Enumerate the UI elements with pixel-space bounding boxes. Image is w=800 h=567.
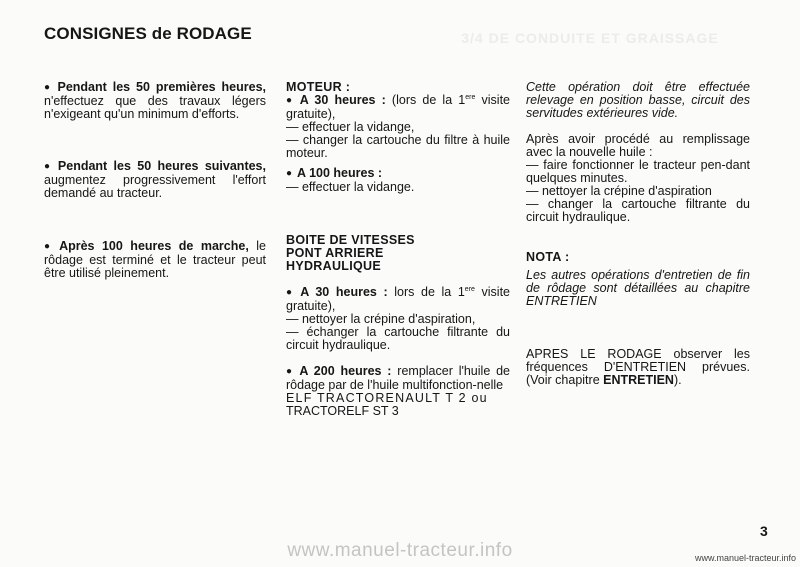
- boite-heading-line-3: HYDRAULIQUE: [286, 259, 381, 273]
- bullet-next-50-hours: ● Pendant les 50 heures suivantes,: [44, 159, 266, 173]
- boite-heading-line-2: PONT ARRIERE: [286, 246, 384, 260]
- right-column: [526, 81, 750, 387]
- boite-30h-text-end: visite gratuite),: [286, 285, 511, 313]
- next-50-hours-text: augmentez progressivement l'effort demandé au tracteur.: [44, 173, 266, 200]
- after-rodage-entretien: ENTRETIEN: [603, 373, 674, 387]
- refill-intro: Après avoir procédé au remplissage avec la nouvelle huile :: [526, 132, 750, 159]
- boite-200h-label: ● A 200 heures :: [286, 364, 391, 378]
- moteur-30h-step-1: — effectuer la vidange,: [286, 120, 415, 134]
- boite-30h-text: lors de la 1: [387, 285, 465, 299]
- after-rodage-paragraph: [526, 348, 750, 387]
- bullet-after-100-hours: ● Après 100 heures de marche,: [44, 239, 249, 253]
- nota-heading: NOTA :: [526, 250, 570, 264]
- boite-30h-superscript: ere: [464, 285, 475, 293]
- moteur-heading: MOTEUR :: [286, 80, 351, 94]
- nota-text: Les autres opérations d'entretien de fin de rôdage sont détaillées au chapitre ENTRETIEN: [526, 268, 750, 308]
- moteur-100h-paragraph: [286, 167, 510, 181]
- boite-30h-paragraph: [286, 286, 510, 313]
- moteur-30h-superscript: ere: [465, 93, 476, 101]
- boite-30h-label: ● A 30 heures :: [286, 285, 388, 299]
- paragraph-next-50-hours: [44, 160, 266, 200]
- after-100-hours-text: le rôdage est terminé et le tracteur peut être utilisé pleinement.: [44, 239, 267, 280]
- watermark: www.manuel-tracteur.info: [287, 540, 513, 561]
- moteur-100h-label: ● A 100 heures :: [286, 166, 382, 180]
- paragraph-first-50-hours: [44, 81, 266, 121]
- boite-heading-line-1: BOITE DE VITESSES: [286, 233, 415, 247]
- left-column: [44, 81, 266, 280]
- boite-200h-text: remplacer l'huile de rôdage par de l'huile multifonction-nelle: [286, 364, 511, 392]
- watermark-small: www.manuel-tracteur.info: [694, 553, 796, 563]
- oil-name-line-2: TRACTORELF ST 3: [286, 404, 399, 418]
- moteur-30h-text: (lors de la 1: [385, 93, 466, 107]
- page-title: CONSIGNES de RODAGE: [44, 24, 252, 43]
- moteur-30h-text-end: visite gratuite),: [286, 93, 510, 121]
- boite-30h-step-2: — échanger la cartouche filtrante du circuit hydraulique.: [286, 325, 510, 352]
- moteur-30h-label: ● A 30 heures :: [286, 93, 386, 107]
- after-rodage-text: APRES LE RODAGE observer les fréquences D'ENTRETIEN prévues. (Voir chapitre: [526, 347, 750, 387]
- page-number: 3: [760, 523, 768, 539]
- operation-note: Cette opération doit être effectuée relevage en position basse, circuit des servitudes extérieures vide.: [526, 80, 750, 120]
- refill-step-1: — faire fonctionner le tracteur pen-dant quelques minutes.: [526, 158, 750, 185]
- paragraph-after-100-hours: [44, 240, 266, 280]
- moteur-30h-paragraph: [286, 94, 510, 121]
- moteur-100h-step-1: — effectuer la vidange.: [286, 180, 415, 194]
- refill-step-3: — changer la cartouche filtrante du circuit hydraulique.: [526, 197, 750, 224]
- bullet-first-50-hours: ● Pendant les 50 premières heures,: [44, 80, 266, 94]
- first-50-hours-text: n'effectuez que des travaux légers n'exigeant qu'un minimum d'efforts.: [44, 94, 266, 121]
- boite-30h-step-1: — nettoyer la crépine d'aspiration,: [286, 312, 476, 326]
- moteur-30h-step-2: — changer la cartouche du filtre à huile moteur.: [286, 133, 510, 160]
- oil-name-line-1: ELF TRACTORENAULT T 2 ou: [286, 391, 488, 405]
- bleed-through-header: 3/4 DE CONDUITE ET GRAISSAGE: [461, 30, 719, 46]
- after-rodage-text-end: ).: [673, 373, 682, 387]
- boite-200h-paragraph: [286, 365, 510, 392]
- refill-step-2: — nettoyer la crépine d'aspiration: [526, 184, 712, 198]
- middle-column: [286, 81, 510, 418]
